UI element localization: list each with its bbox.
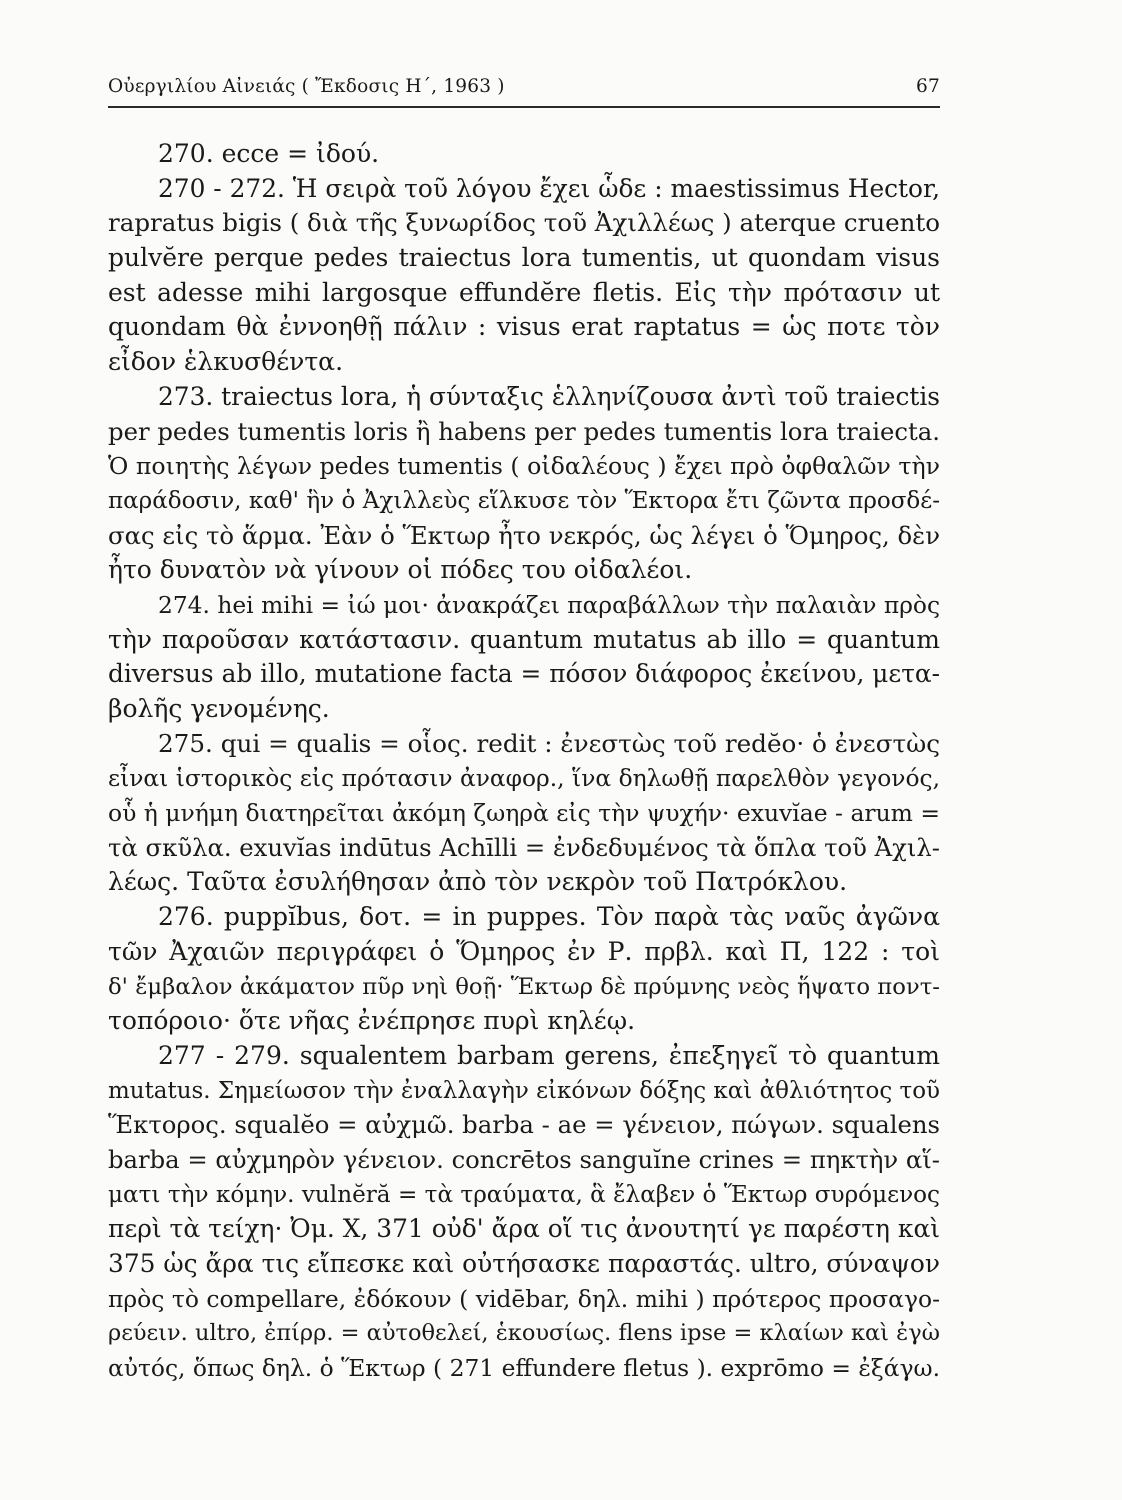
page-number: 67 bbox=[916, 76, 940, 97]
text-line: οὗ ἡ μνήμη διατηρεῖται ἀκόμη ζωηρὰ εἰς τὴν ψυχήν· exuvĭae - arum = bbox=[108, 799, 940, 828]
text-line: 275. qui = qualis = οἷος. redit : ἐνεστὼς τοῦ redĕo· ὁ ἐνεστὼς bbox=[158, 728, 940, 758]
text-line: pulvĕre perque pedes traiectus lora tumentis, ut quondam visus bbox=[108, 243, 940, 273]
text-line: αὐτός, ὅπως δηλ. ὁ Ἕκτωρ ( 271 effundere fletus ). exprōmo = ἐξάγω. bbox=[108, 1354, 940, 1383]
text-line: per pedes tumentis loris ἢ habens per pedes tumentis lora traiecta. bbox=[108, 416, 940, 446]
text-line: τοπόροιο· ὅτε νῆας ἐνέπρησε πυρὶ κηλέῳ. bbox=[108, 1006, 636, 1036]
text-line: βολῆς γενομένης. bbox=[108, 694, 330, 723]
text-line: ματι τὴν κόμην. vulnĕră = τὰ τραύματα, ἃ ἔλαβεν ὁ Ἕκτωρ συρόμενος bbox=[108, 1181, 940, 1208]
text-line: 277 - 279. squalentem barbam gerens, ἐπεξηγεῖ τὸ quantum bbox=[158, 1040, 940, 1070]
text-line: δ' ἔμβαλον ἀκάματον πῦρ νηὶ θοῇ· Ἕκτωρ δὲ πρύμνης νεὸς ἥψατο ποντ- bbox=[108, 973, 940, 1000]
text-line: 273. traiectus lora, ἡ σύνταξις ἑλληνίζουσα ἀντὶ τοῦ traiectis bbox=[158, 381, 940, 411]
text-line: σας εἰς τὸ ἅρμα. Ἐὰν ὁ Ἕκτωρ ἦτο νεκρός, ὡς λέγει ὁ Ὅμηρος, δὲν bbox=[108, 520, 940, 550]
text-line: πρὸς τὸ compellare, ἐδόκουν ( vidēbar, δηλ. mihi ) πρότερος προσαγο- bbox=[108, 1284, 940, 1313]
text-line: 270 - 272. Ἡ σειρὰ τοῦ λόγου ἔχει ὧδε : maestissimus Hector, bbox=[158, 173, 940, 203]
text-line: quondam θὰ ἐννοηθῇ πάλιν : visus erat raptatus = ὡς ποτε τὸν bbox=[108, 312, 940, 342]
text-line: παράδοσιν, καθ' ἣν ὁ Ἀχιλλεὺς εἵλκυσε τὸν Ἕκτορα ἔτι ζῶντα προσδέ- bbox=[108, 487, 940, 514]
text-line: Ὁ ποιητὴς λέγων pedes tumentis ( οἰδαλέους ) ἔχει πρὸ ὀφθαλῶν τὴν bbox=[108, 452, 940, 481]
running-head bbox=[108, 72, 940, 102]
text-line: 276. puppĭbus, δοτ. = in puppes. Τὸν παρὰ τὰς ναῦς ἀγῶνα bbox=[158, 902, 940, 932]
text-line: est adesse mihi largosque effundĕre fletis. Εἰς τὴν πρότασιν ut bbox=[108, 277, 940, 307]
text-line: Ἕκτορος. squalĕo = αὐχμῶ. barba - ae = γένειον, πώγων. squalens bbox=[108, 1110, 940, 1140]
text-line: diversus ab illo, mutatione facta = πόσον διάφορος ἐκείνου, μετα- bbox=[108, 659, 940, 689]
text-line: εἶναι ἱστορικὸς εἰς πρότασιν ἀναφορ., ἵνα δηλωθῇ παρελθὸν γεγονός, bbox=[108, 764, 940, 793]
text-line: λέως. Ταῦτα ἐσυλήθησαν ἀπὸ τὸν νεκρὸν τοῦ Πατρόκλου. bbox=[108, 867, 848, 897]
text-line: barba = αὐχμηρὸν γένειον. concrētos sanguĭne crines = πηκτὴν αἵ- bbox=[108, 1144, 940, 1174]
text-line: ἦτο δυνατὸν νὰ γίνουν οἱ πόδες του οἰδαλέοι. bbox=[108, 555, 693, 585]
text-line: 270. ecce = ἰδού. bbox=[158, 139, 380, 168]
text-line: 375 ὡς ἄρα τις εἴπεσκε καὶ οὐτήσασκε παραστάς. ultro, σύναψον bbox=[108, 1249, 940, 1278]
running-head-title: Οὐεργιλίου Αἰνειάς ( Ἔκδοσις Η΄, 1963 ) bbox=[108, 76, 505, 97]
text-line: ρεύειν. ultro, ἐπίρρ. = αὐτοθελεί, ἑκουσίως. flens ipse = κλαίων καὶ ἐγὼ bbox=[108, 1320, 940, 1347]
text-line: 274. hei mihi = ἰώ μοι· ἀνακράζει παραβάλλων τὴν παλαιὰν πρὸς bbox=[158, 590, 941, 619]
header-rule bbox=[108, 106, 940, 108]
commentary-text bbox=[108, 137, 940, 1386]
text-line: rapratus bigis ( διὰ τῆς ξυνωρίδος τοῦ Ἀχιλλέως ) aterque cruento bbox=[108, 208, 940, 238]
text-line: τῶν Ἀχαιῶν περιγράφει ὁ Ὅμηρος ἐν Ρ. πρβλ. καὶ Π, 122 : τοὶ bbox=[108, 936, 940, 966]
text-line: mutatus. Σημείωσον τὴν ἐναλλαγὴν εἰκόνων δόξης καὶ ἀθλιότητος τοῦ bbox=[108, 1077, 941, 1104]
text-line: εἶδον ἑλκυσθέντα. bbox=[108, 347, 344, 377]
text-line: τὴν παροῦσαν κατάστασιν. quantum mutatus ab illo = quantum bbox=[108, 624, 940, 654]
text-line: περὶ τὰ τείχη· Ὀμ. Χ, 371 οὐδ' ἄρα οἵ τις ἀνουτητί γε παρέστη καὶ bbox=[108, 1214, 940, 1244]
text-line: τὰ σκῦλα. exuvĭas indūtus Achīlli = ἐνδεδυμένος τὰ ὅπλα τοῦ Ἀχιλ- bbox=[108, 832, 940, 862]
